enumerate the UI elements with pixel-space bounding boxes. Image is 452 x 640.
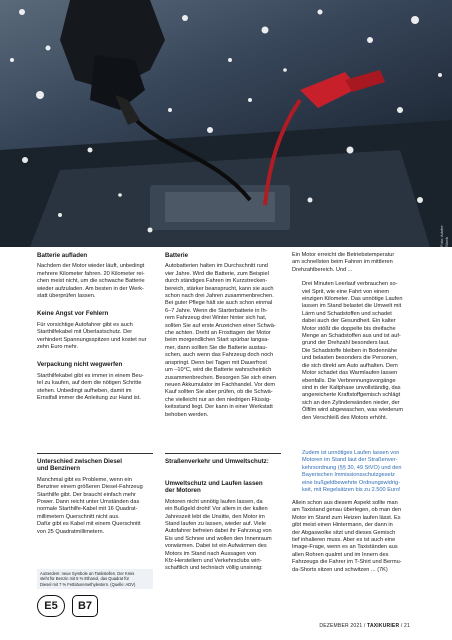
b7-fuel-badge bbox=[72, 595, 98, 617]
column-1-lower bbox=[37, 458, 153, 543]
fine-notice bbox=[302, 450, 412, 501]
paragraph: Drei Minuten Leerlauf verbrauchen so- viel Sprit, wie eine Fahrt von einem einzigen Kilometer. Das unnötige Laufen lassen im Stand belastet die Umwelt mit Lärm und Schadstoffen und schadet dabei auch der Gesundheit. Ein kalter Motor stößt die doppelte bis dreifache Menge an Schadstoffen aus und ist auf- grund der Drehzahl besonders laut. Die Schadstoffe bleiben in Bodennähe und belasten besonders die Personen, die sich direkt am Auto aufhalten. Dem Motor schadet das Warmlaufen lassen ebenfalls. Die Verbrennungsvorgänge sind in der Kaltphase unvollständig, das angereicherte Kraftstoffgemisch schlägt sich an den Zylinderwänden nieder, der Ölfilm wird abgewaschen, was wiederum den Verschleiß des Motors erhöht. bbox=[302, 281, 404, 421]
column-3 bbox=[292, 252, 410, 429]
paragraph: Ein Motor erreicht die Betriebstemperatur am schnellsten beim Fahren im mittleren Drehzahlbereich. Und ... bbox=[292, 252, 395, 273]
footer-magazine: TAXIKURIER bbox=[367, 623, 400, 629]
jump-start-cables-photo-icon bbox=[0, 0, 452, 247]
heading-diesel-benziner: Unterschied zwischen Diesel und Benzinern bbox=[37, 458, 122, 473]
paragraph: Manchmal gibt es Probleme, wenn ein Benziner einem größeren Diesel-Fahrzeug Starthilfe gibt. Der braucht einfach mehr Power. Dann reicht unter Umständen das normale Starthilfe-Kabel mit 16 Quadrat- millimetern Querschnitt nicht aus. Dafür gibt es Kabel mit einem Querschnitt von 25 Quadratmillimetern. bbox=[37, 476, 143, 535]
blue-highlight-text: Zudem ist unnötiges Laufen lassen von Motoren im Stand laut der Straßenver- kehrsordnung (§§ 30, 49 StVO) und den Bayerischen Immissionsschutzgesetz eine bußgeldbewehrte Ordnungswidrig- keit, mit Regelsätzen bis zu 2.500 Euro! bbox=[302, 450, 402, 494]
paragraph: Allein schon aus diesem Aspekt sollte man am Taxistand genau überlegen, ob man den Motor im Stand zum Heizen laufen lässt. Es gibt meist einen Hintermann, der dann in der Abgaswolke sitzt und dieses Gemisch tief inhalieren muss. Aber es ist auch eine Image-Frage, wenn es an Taxiständen aus allen Rohren qualmt und im Innern des Fahrzeugs die Fahrer im T-Shirt und Bermu- da-Shorts sitzen und schwitzen ... (7K) bbox=[292, 500, 402, 573]
footer-page: / 21 bbox=[400, 623, 410, 629]
footer-issue: DEZEMBER 2021 / bbox=[319, 623, 366, 629]
paragraph: Starthilfekabel gibt es immer in einem Beu- tel zu kaufen, auf dem die nötigen Schritte stehen. Unbedingt aufheben, damit im Ernstfall immer die Anleitung zur Hand ist. bbox=[37, 372, 144, 402]
heading-keine-angst: Keine Angst vor Fehlern bbox=[37, 310, 109, 318]
fuel-symbol-note: AuSerdem: neue Symbole an Tankstellen. Der Kreis steht für Benzin mit 5 % Ethanol, das Quadrat für Diesel mit 7 % Fettsäuremethylestern. (Quelle: ADV) bbox=[37, 569, 153, 589]
paragraph: Autobatterien halten im Durchschnitt rund vier Jahre. Wird die Batterie, zum Beispiel durch ständiges Fahren im Kurzstrecken- bereich, stärker beansprucht, kann sie auch schon nach drei Jahren zusammenbrechen. Bei guter Pflege hält sie auch schon einmal 6–7 Jahre. Wenn die Starterbatterie in Ih- rem Fahrzeug drei Winter hinter sich hat, sollten Sie auf erste Anzeichen einer Schwä- che achten. Dreht an Frosttagen der Motor beim morgendlichen Start spürbar langsa- mer, dann sollten Sie die Batterie austau- schen, auch wenn das Fahrzeug doch noch anspringt. Denn bei Tagen mit Dauerfrost um –10°C, wird die Batterie wahrscheinlich zusammenbrechen. Besorgen Sie sich einen neuen Akkumulator im Fachhandel. Vor dem Kauf sollten Sie aber prüfen, ob die Schwä- che vielleicht nur an den niedrigen Flüssig- keitsstand liegt. Der kann in einer Werkstatt behoben werden. bbox=[165, 263, 277, 418]
page-footer bbox=[319, 623, 410, 629]
paragraph: Nachdem der Motor wieder läuft, unbedingt mehrere Kilometer fahren. 20 Kilometer rei- chen meist nicht, um die schwache Batterie wieder aufzuladen. Am besten in der Werk- statt überprüfen lassen. bbox=[37, 263, 145, 300]
heading-verpackung: Verpackung nicht wegwerfen bbox=[37, 361, 123, 369]
column-1 bbox=[37, 252, 153, 410]
column-2 bbox=[165, 252, 281, 426]
divider bbox=[37, 453, 153, 454]
column-2-lower bbox=[165, 480, 281, 580]
jump-start-photo bbox=[0, 0, 452, 247]
paragraph: Für vorsichtige Autofahrer gibt es auch Starthilfekabel mit Überlastschutz. Der verhindert Spannungsspitzen und kostet nur zehn Euro mehr. bbox=[37, 321, 147, 351]
paragraph: Motoren nicht unnötig laufen lassen, da ein Bußgeld droht! Vor allem in der kalten Jahreszeit lebt die Unsitte, den Motor im Stand laufen zu lassen, wieder auf. Viele Autofahrer befreien dabei ihr Fahrzeug von Eis und Schnee und wollen den Innenraum vorwärmen. Dabei ist ein Aufwärmen des Motors im Stand nach Aussagen von Kfz-Herstellern und Verkehrsclubs wirt- schaftlich und technisch völlig unsinnig: bbox=[165, 498, 272, 572]
e5-label: E5 bbox=[44, 600, 58, 612]
heading-umweltschutz: Umweltschutz und Laufen lassen der Motoren bbox=[165, 480, 263, 495]
section-heading: Straßenverkehr und Umweltschutz: bbox=[165, 458, 269, 465]
photo-credit: Foto: Adobe Stock bbox=[439, 225, 449, 247]
b7-label: B7 bbox=[77, 600, 93, 612]
heading-batterie: Batterie bbox=[165, 252, 189, 259]
heading-batterie-aufladen: Batterie aufladen bbox=[37, 252, 88, 259]
e5-fuel-badge bbox=[37, 595, 65, 617]
divider bbox=[165, 453, 281, 454]
column-3-lower bbox=[292, 500, 410, 581]
